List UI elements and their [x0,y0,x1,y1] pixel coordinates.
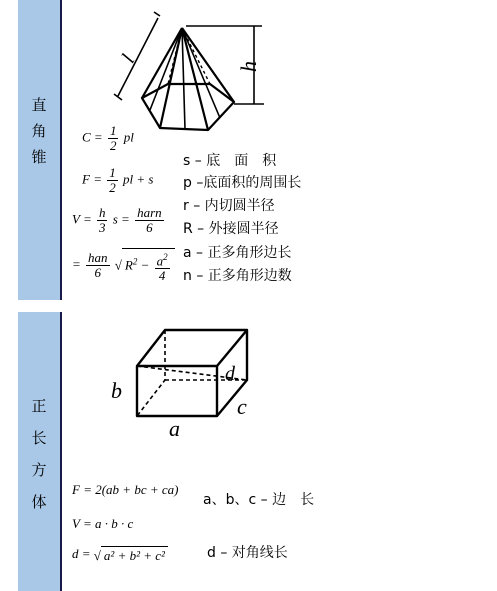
formula-f: F = $\frac{1}{2}$ pl + s [82,165,154,195]
diagonal-d-label: d [225,363,235,385]
slant-label: l [117,50,140,67]
legend-R: R – 外接圆半径 [183,221,279,237]
label-char: 锥 [31,148,47,166]
formula-v2: = $\frac{\text{han}}{6}$ √ $R^2$ − $\frac{a^2}{4}$ [72,248,175,283]
height-label: h [236,61,261,72]
edge-c-label: c [237,394,247,419]
formula-surface: F = 2(ab + bc + ca) [72,482,179,497]
legend-a: a – 正多角形边长 [183,245,292,261]
pyramid-figure [110,10,280,140]
label-char: 角 [31,122,47,140]
formula-volume: V = a · b · c [72,516,134,531]
legend-p: p –底面积的周围长 [183,175,302,191]
legend-n: n – 正多角形边数 [183,268,292,284]
sidebar-pyramid [18,0,62,300]
formula-v: V = $\frac{h}{3}$ s = $\frac{\text{harn}}{6}$ [72,205,162,235]
legend-abc: a、b、c – 边 长 [203,492,315,508]
formula-c: C = $\frac{1}{2}$ pl [82,123,134,153]
legend-s: s – 底 面 积 [183,153,277,169]
sidebar-cuboid [18,312,62,591]
section-label-cuboid [18,390,60,518]
formula-diagonal: d = √ a² + b² + c² [72,546,168,564]
section-label-pyramid [18,92,60,170]
label-char: 体 [31,493,47,511]
label-char: 直 [31,96,47,114]
legend-d: d – 对角线长 [207,545,288,561]
legend-r: r – 内切圆半径 [183,198,275,214]
edge-b-label: b [111,378,122,403]
edge-a-label: a [169,416,180,440]
label-char: 方 [31,461,47,479]
label-char: 长 [31,429,47,447]
cuboid-figure [105,318,275,440]
label-char: 正 [31,397,47,415]
